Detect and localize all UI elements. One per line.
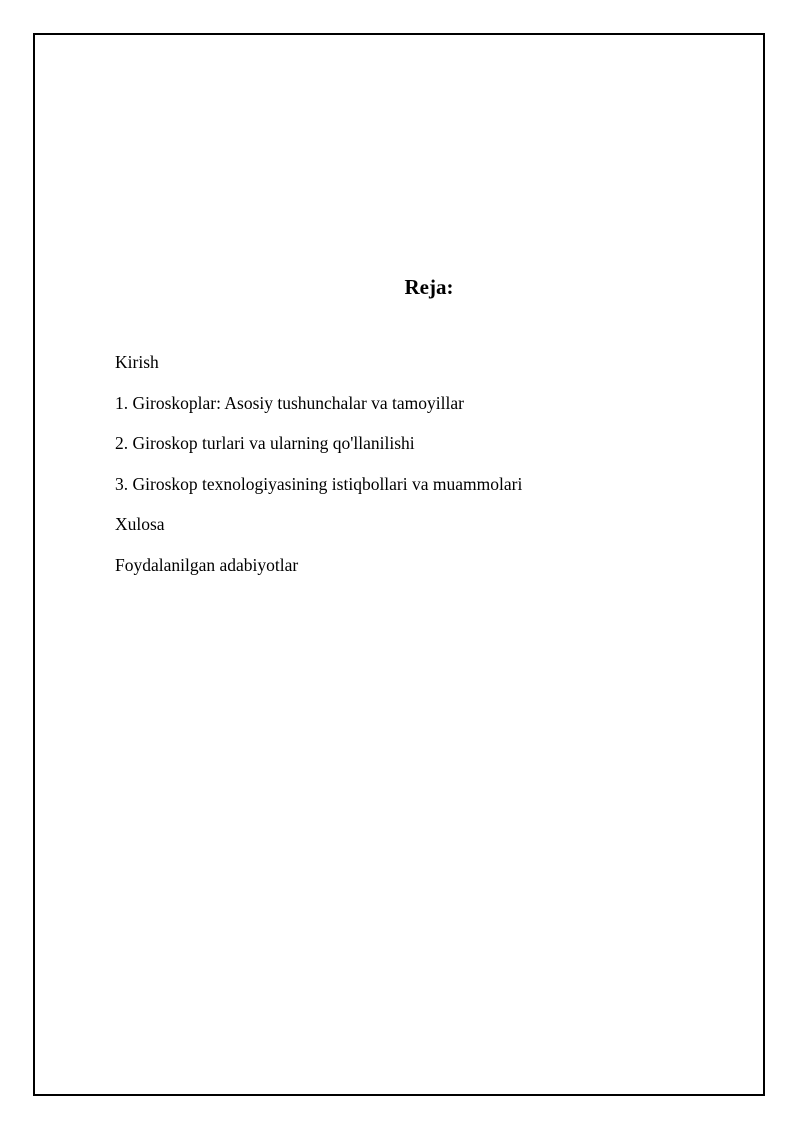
toc-item-1: 1. Giroskoplar: Asosiy tushunchalar va tamoyillar [115,392,464,413]
toc-item-kirish: Kirish [115,352,159,372]
table-of-contents [115,350,522,594]
toc-item-2: 2. Giroskop turlari va ularning qo'llanilishi [115,433,415,454]
page-title: Reja: [404,275,454,299]
toc-item-references: Foydalanilgan adabiyotlar [115,554,299,575]
toc-item-xulosa: Xulosa [115,514,165,535]
toc-item-3: 3. Giroskop texnologiyasining istiqbollari va muammolari [115,473,523,494]
